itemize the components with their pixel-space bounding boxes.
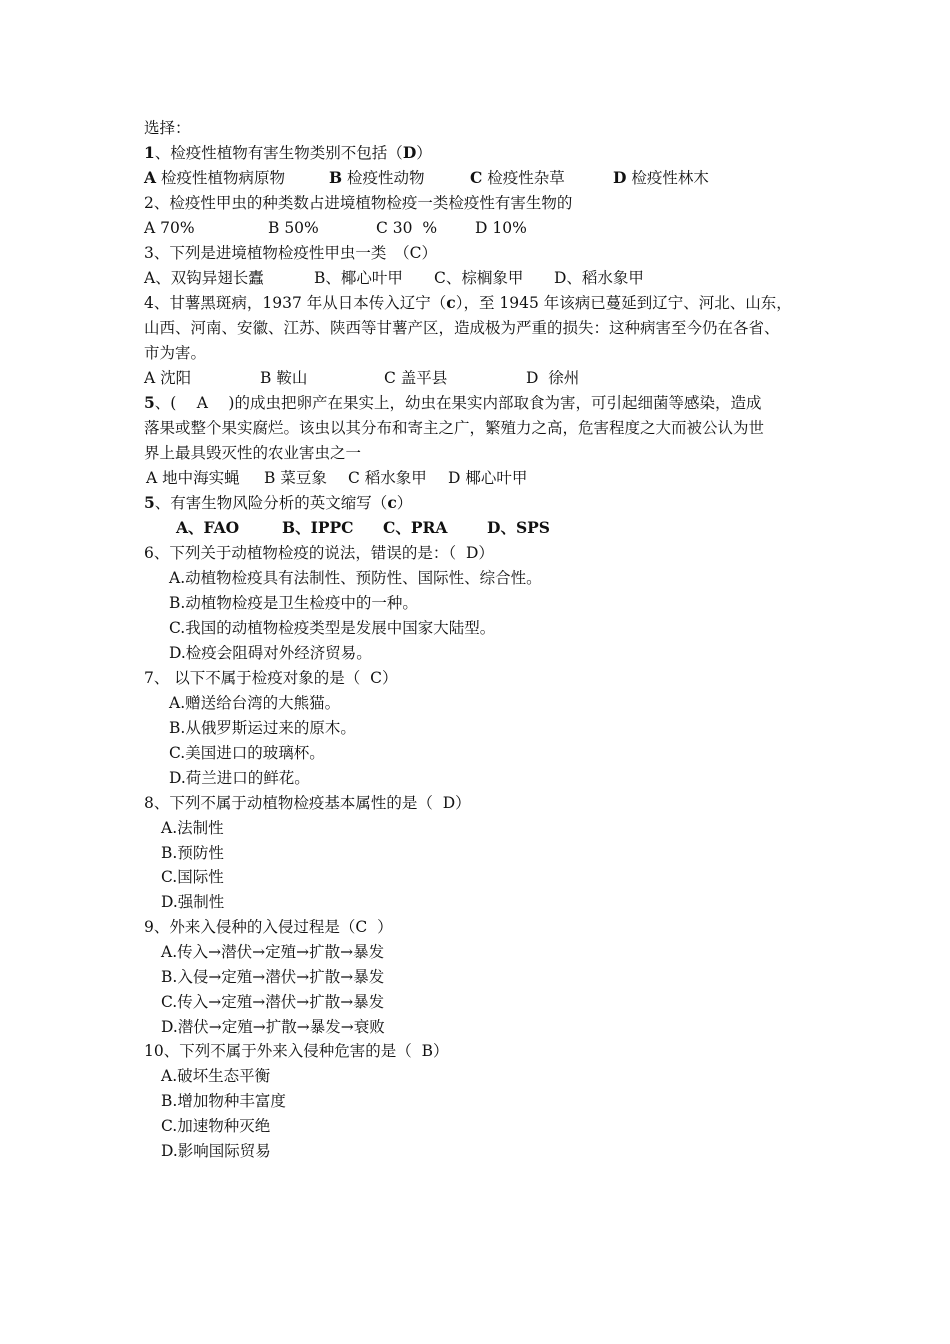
option-a: A.赠送给台湾的大熊猫。 [169, 694, 341, 712]
option-a: A.法制性 [161, 819, 224, 837]
option-letter: C [470, 168, 483, 187]
option-c [470, 168, 565, 188]
option-d: D、SPS [487, 518, 550, 537]
option-b [329, 168, 425, 188]
option-c: C 盖平县 [384, 369, 448, 387]
option-a: A、双钩异翅长蠹 [144, 269, 264, 287]
option-a: A、FAO [176, 518, 240, 537]
option-b: B.增加物种丰富度 [161, 1092, 286, 1110]
question-5-options [144, 468, 844, 488]
option-d [613, 168, 709, 188]
option-text: 检疫性杂草 [482, 169, 565, 187]
question-text: 、( A )的成虫把卵产在果实上，幼虫在果实内部取食为害，可引起细菌等感染，造成 [154, 394, 762, 412]
question-5b-options [144, 518, 844, 538]
question-10-stem: 10、下列不属于外来入侵种危害的是（ B） [144, 1042, 449, 1060]
question-1-stem [144, 143, 432, 163]
option-b: B 50% [268, 219, 319, 237]
option-text: 检疫性动物 [342, 169, 425, 187]
question-3-stem: 3、下列是进境植物检疫性甲虫一类 （C） [144, 244, 437, 262]
option-c: C.传入→定殖→潜伏→扩散→暴发 [161, 993, 385, 1011]
option-d: D、稻水象甲 [554, 269, 644, 287]
option-c: C.国际性 [161, 868, 224, 886]
option-b: B、IPPC [282, 518, 354, 537]
option-d: D.强制性 [161, 893, 225, 911]
option-d: D 椰心叶甲 [448, 469, 528, 487]
answer-key: c [446, 293, 456, 312]
question-4-options [144, 368, 844, 388]
option-a: A 70% [144, 219, 195, 237]
question-text-close: ） [416, 144, 432, 162]
option-b: B.从俄罗斯运过来的原木。 [169, 719, 356, 737]
question-8-stem: 8、下列不属于动植物检疫基本属性的是（ D） [144, 794, 471, 812]
option-d: D.荷兰进口的鲜花。 [169, 769, 310, 787]
option-b: B.预防性 [161, 844, 224, 862]
answer-key: c [387, 493, 397, 512]
option-d: D.影响国际贸易 [161, 1142, 271, 1160]
question-1-options [144, 168, 844, 188]
question-text-close: ） [396, 494, 413, 512]
option-a: A.传入→潜伏→定殖→扩散→暴发 [161, 943, 385, 961]
question-9-stem: 9、外来入侵种的入侵过程是（C ） [144, 918, 393, 936]
option-b: B 菜豆象 [264, 469, 327, 487]
section-heading: 选择： [144, 119, 191, 137]
question-number: 5 [144, 393, 155, 412]
option-c: C.加速物种灭绝 [161, 1117, 271, 1135]
question-number: 1 [144, 143, 155, 162]
answer-key: D [402, 143, 417, 162]
option-a: A.动植物检疫具有法制性、预防性、国际性、综合性。 [169, 569, 542, 587]
option-d: D 徐州 [526, 369, 580, 387]
option-c: C 30 % [376, 219, 438, 237]
option-d: D.潜伏→定殖→扩散→暴发→衰败 [161, 1018, 385, 1036]
option-c: C.美国进口的玻璃杯。 [169, 744, 325, 762]
question-5-line-2: 落果或整个果实腐烂。该虫以其分布和寄主之广，繁殖力之高，危害程度之大而被公认为世 [144, 419, 765, 437]
question-text: ），至 1945 年该病已蔓延到辽宁、河北、山东， [455, 294, 792, 312]
option-text: 检疫性林木 [626, 169, 709, 187]
question-5b-stem [144, 493, 412, 513]
option-b: B.入侵→定殖→潜伏→扩散→暴发 [161, 968, 385, 986]
question-text: 、有害生物风险分析的英文缩写（ [154, 494, 388, 512]
question-4-line-3: 市为害。 [144, 344, 207, 362]
question-4-line-2: 山西、河南、安徽、江苏、陕西等甘薯产区，造成极为严重的损失：这种病害至今仍在各省、 [144, 319, 780, 337]
option-b: B、椰心叶甲 [314, 269, 403, 287]
option-c: C.我国的动植物检疫类型是发展中国家大陆型。 [169, 619, 496, 637]
option-letter: D [613, 168, 627, 187]
option-letter: A [144, 168, 157, 187]
question-text: 4、甘薯黑斑病，1937 年从日本传入辽宁（ [144, 294, 447, 312]
question-2-options [144, 218, 844, 238]
question-number: 5 [144, 493, 155, 512]
option-b: B 鞍山 [260, 369, 308, 387]
option-a [144, 168, 285, 188]
option-a: A 沈阳 [144, 369, 192, 387]
question-6-stem: 6、下列关于动植物检疫的说法，错误的是：（ D） [144, 544, 494, 562]
option-text: 检疫性植物病原物 [156, 169, 285, 187]
question-4-line-1 [144, 293, 792, 313]
question-5-line-1 [144, 393, 761, 413]
question-text: 、检疫性植物有害生物类别不包括（ [154, 144, 403, 162]
question-7-stem: 7、 以下不属于检疫对象的是（ C） [144, 669, 398, 687]
option-a: A.破坏生态平衡 [161, 1067, 271, 1085]
option-d: D.检疫会阻碍对外经济贸易。 [169, 644, 372, 662]
question-2-stem: 2、检疫性甲虫的种类数占进境植物检疫一类检疫性有害生物的 [144, 194, 573, 212]
option-c: C、PRA [383, 518, 448, 537]
option-a: A 地中海实蝇 [146, 469, 240, 487]
question-3-options [144, 268, 844, 288]
question-5-line-3: 界上最具毁灭性的农业害虫之一 [144, 444, 362, 462]
option-d: D 10% [475, 219, 527, 237]
option-c: C、棕榈象甲 [434, 269, 524, 287]
option-c: C 稻水象甲 [348, 469, 427, 487]
option-letter: B [329, 168, 343, 187]
option-b: B.动植物检疫是卫生检疫中的一种。 [169, 594, 418, 612]
